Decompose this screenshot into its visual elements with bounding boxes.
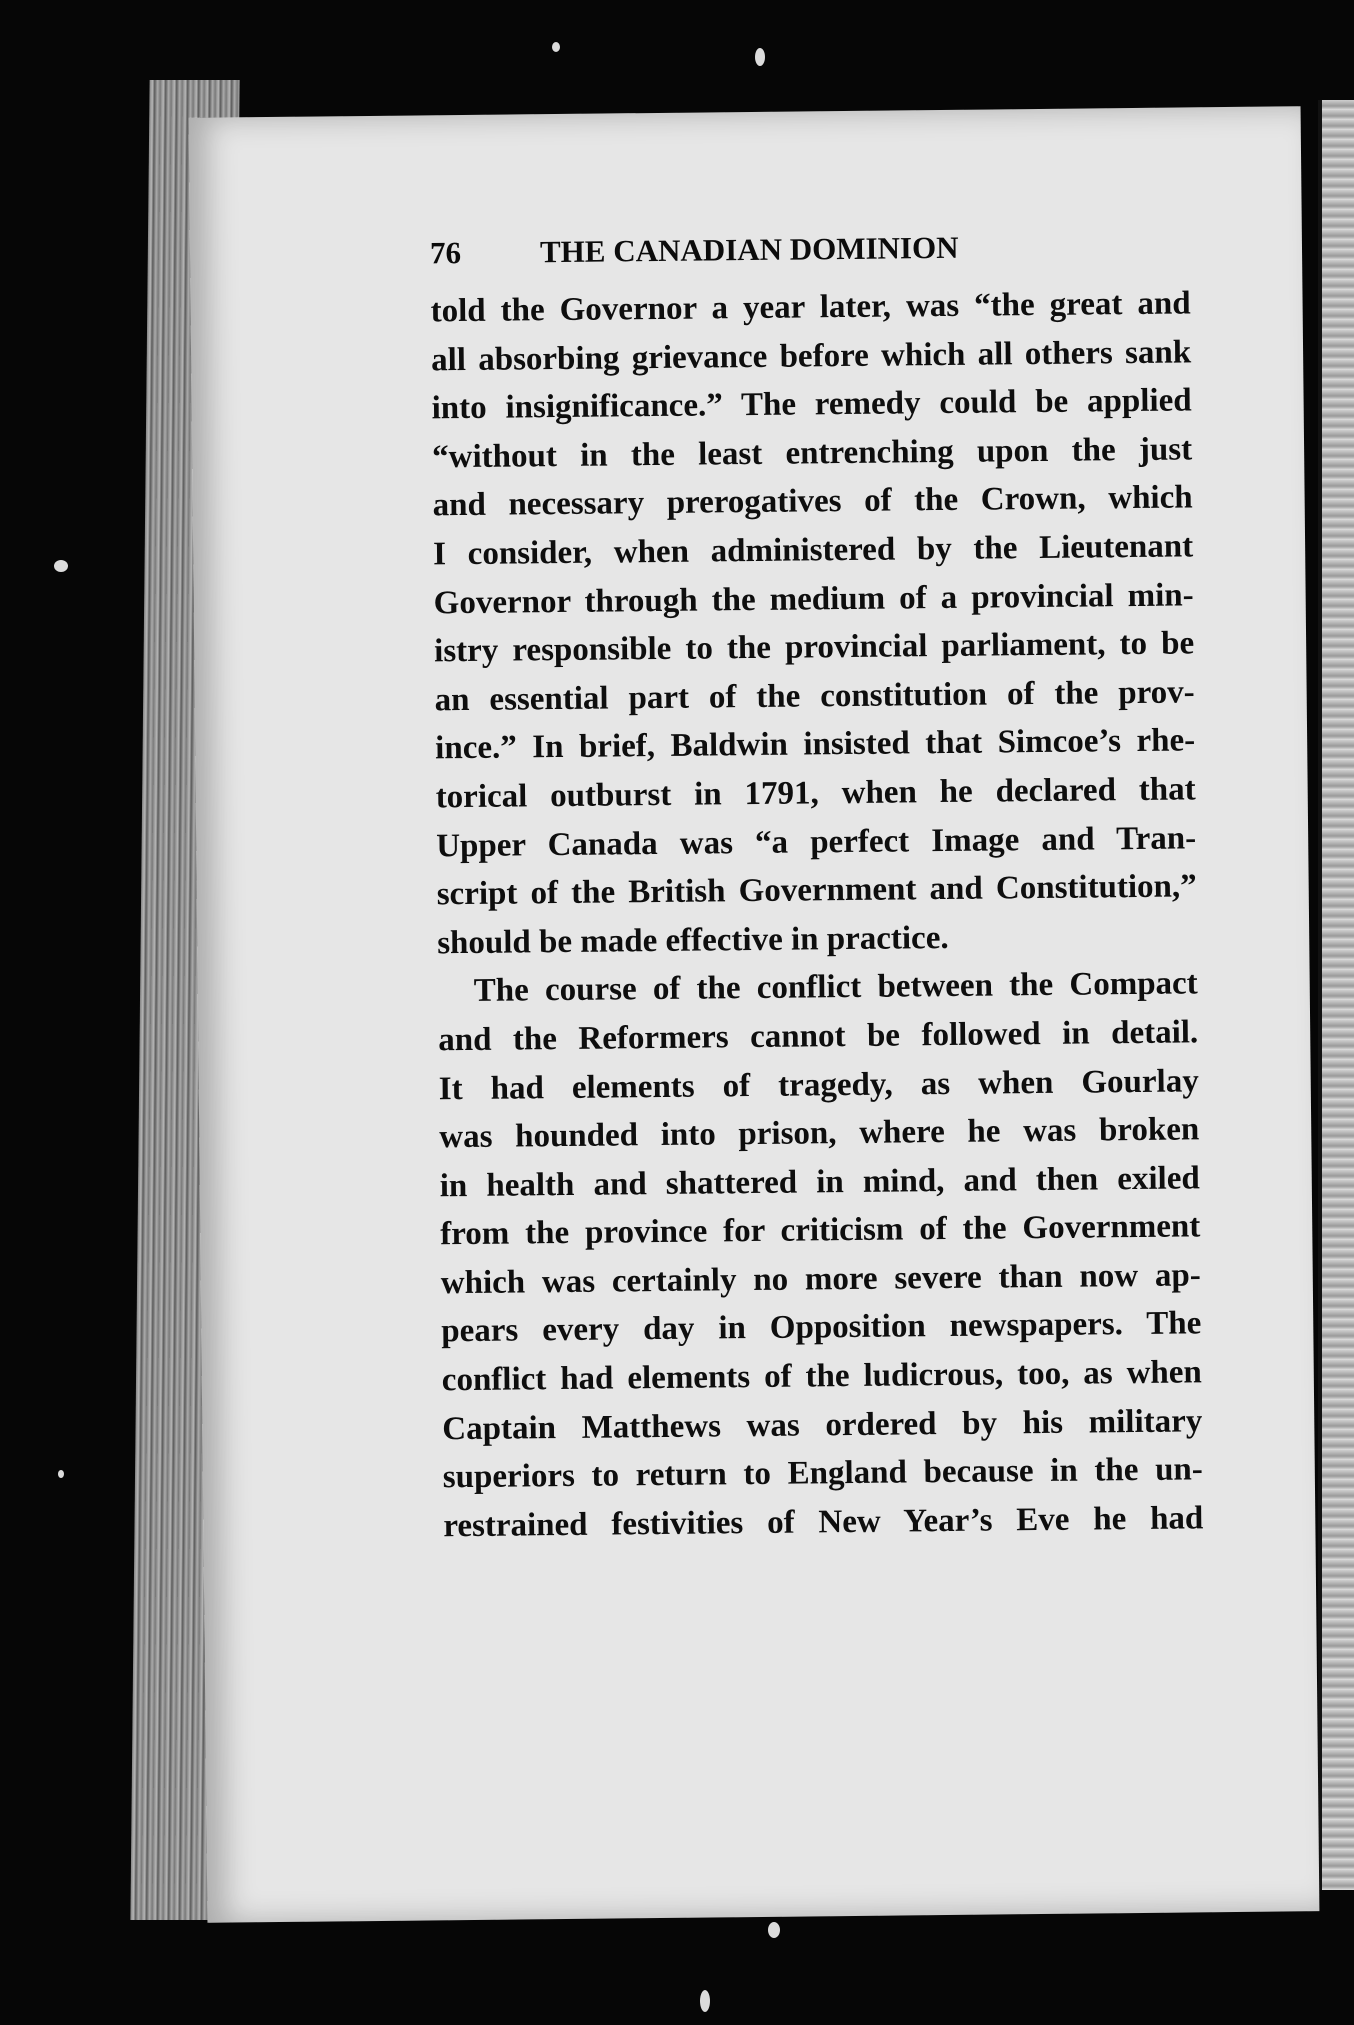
- text-line: into insignificance.” The remedy could be applied: [431, 382, 1192, 427]
- text-line: Governor through the medium of a provincial min-: [433, 576, 1194, 621]
- page-number: 76: [429, 235, 462, 271]
- body-text: [430, 279, 1203, 1550]
- text-line: torical outburst in 1791, when he declared that: [435, 771, 1196, 816]
- facing-page-edge: [1318, 100, 1354, 1890]
- running-head: [430, 229, 1070, 286]
- text-line: Upper Canada was “a perfect Image and Tran-: [436, 819, 1197, 864]
- text-line: script of the British Government and Constitution,”: [436, 868, 1197, 913]
- text-line: from the province for criticism of the Government: [440, 1208, 1201, 1253]
- text-line: told the Governor a year later, was “the great and: [430, 285, 1191, 330]
- text-line: was hounded into prison, where he was broken: [439, 1111, 1200, 1156]
- text-line: ince.” In brief, Baldwin insisted that Simcoe’s rhe-: [435, 722, 1196, 767]
- printed-page: [189, 106, 1320, 1923]
- text-line: and the Reformers cannot be followed in detail.: [438, 1014, 1199, 1059]
- text-line: which was certainly no more severe than now ap-: [440, 1257, 1201, 1302]
- text-line: an essential part of the constitution of the prov-: [434, 674, 1195, 719]
- text-line: all absorbing grievance before which all others sank: [430, 333, 1192, 378]
- text-line: superiors to return to England because in the un-: [442, 1451, 1203, 1496]
- text-line: The course of the conflict between the Compact: [473, 965, 1198, 1010]
- text-line: It had elements of tragedy, as when Gourlay: [438, 1062, 1199, 1107]
- text-line: conflict had elements of the ludicrous, too, as when: [441, 1354, 1202, 1399]
- running-title: THE CANADIAN DOMINION: [539, 229, 959, 270]
- text-line: and necessary prerogatives of the Crown, which: [432, 479, 1193, 524]
- text-line: istry responsible to the provincial parliament, to be: [433, 625, 1195, 670]
- text-line: “without in the least entrenching upon the just: [431, 431, 1193, 476]
- text-line: I consider, when administered by the Lieutenant: [432, 528, 1194, 573]
- text-line: restrained festivities of New Year’s Eve he had: [443, 1500, 1204, 1545]
- text-line: should be made effective in practice.: [437, 919, 949, 962]
- text-line: in health and shattered in mind, and then exiled: [439, 1160, 1200, 1204]
- text-line: pears every day in Opposition newspapers. The: [441, 1305, 1202, 1350]
- text-line: Captain Matthews was ordered by his military: [442, 1402, 1203, 1447]
